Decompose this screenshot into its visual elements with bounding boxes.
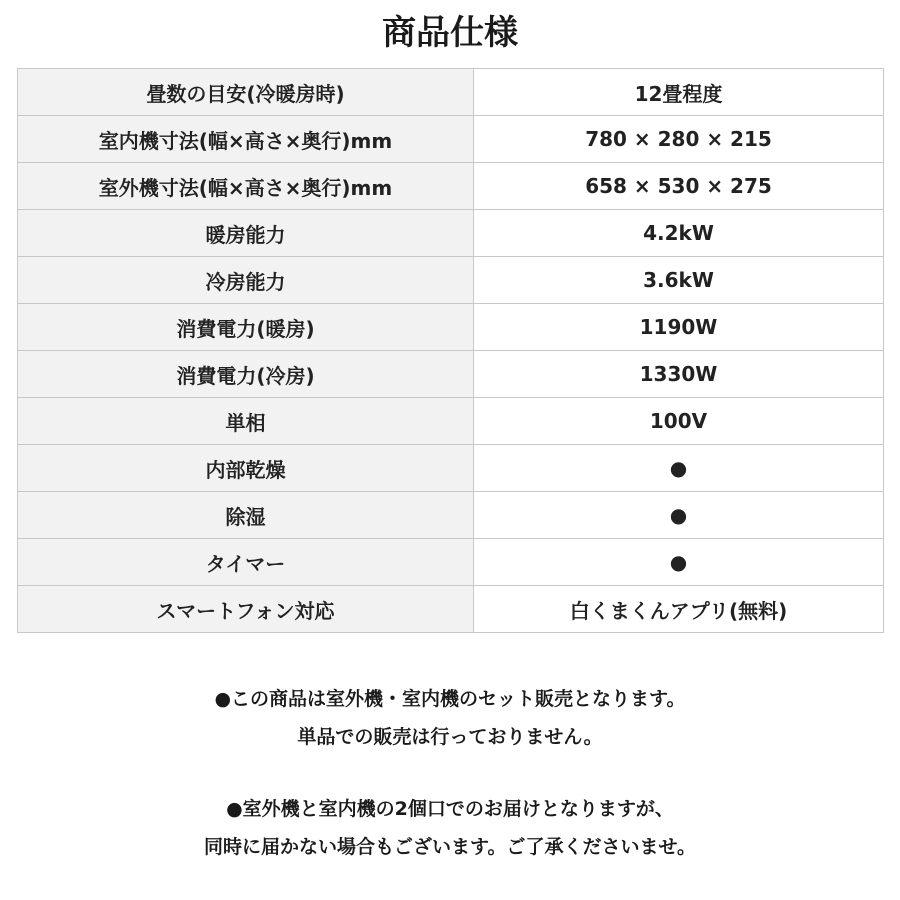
spec-label: 暖房能力 (18, 210, 474, 257)
note-line: 同時に届かない場合もございます。ご了承くださいませ。 (204, 836, 696, 858)
spec-label: タイマー (18, 539, 474, 586)
spec-label: スマートフォン対応 (18, 586, 474, 633)
note-line: 単品での販売は行っておりません。 (297, 726, 603, 748)
table-row (18, 304, 884, 351)
page-title: 商品仕様 (382, 13, 518, 53)
note-set-sale (0, 680, 900, 756)
table-row (18, 492, 884, 539)
spec-label: 室外機寸法(幅×高さ×奥行)mm (18, 163, 474, 210)
note-line: ●室外機と室内機の2個口でのお届けとなりますが、 (226, 798, 674, 820)
table-row (18, 539, 884, 586)
table-row (18, 257, 884, 304)
table-row (18, 69, 884, 116)
note-delivery (0, 790, 900, 866)
spec-label: 畳数の目安(冷暖房時) (18, 69, 474, 116)
table-row (18, 398, 884, 445)
spec-value: 1190W (474, 304, 884, 351)
spec-value: 12畳程度 (474, 69, 884, 116)
spec-value: ● (474, 539, 884, 586)
table-row (18, 586, 884, 633)
spec-label: 消費電力(冷房) (18, 351, 474, 398)
spec-value: ● (474, 492, 884, 539)
spec-table (17, 68, 884, 633)
table-row (18, 445, 884, 492)
table-row (18, 210, 884, 257)
spec-value: 1330W (474, 351, 884, 398)
spec-label: 冷房能力 (18, 257, 474, 304)
table-row (18, 116, 884, 163)
spec-label: 除湿 (18, 492, 474, 539)
spec-value: 100V (474, 398, 884, 445)
spec-value: 白くまくんアプリ(無料) (474, 586, 884, 633)
spec-label: 消費電力(暖房) (18, 304, 474, 351)
spec-value: 3.6kW (474, 257, 884, 304)
spec-label: 内部乾燥 (18, 445, 474, 492)
spec-value: ● (474, 445, 884, 492)
note-line: ●この商品は室外機・室内機のセット販売となります。 (214, 688, 686, 710)
spec-value: 4.2kW (474, 210, 884, 257)
spec-value: 780 × 280 × 215 (474, 116, 884, 163)
spec-label: 室内機寸法(幅×高さ×奥行)mm (18, 116, 474, 163)
table-row (18, 163, 884, 210)
table-row (18, 351, 884, 398)
spec-label: 単相 (18, 398, 474, 445)
spec-value: 658 × 530 × 275 (474, 163, 884, 210)
